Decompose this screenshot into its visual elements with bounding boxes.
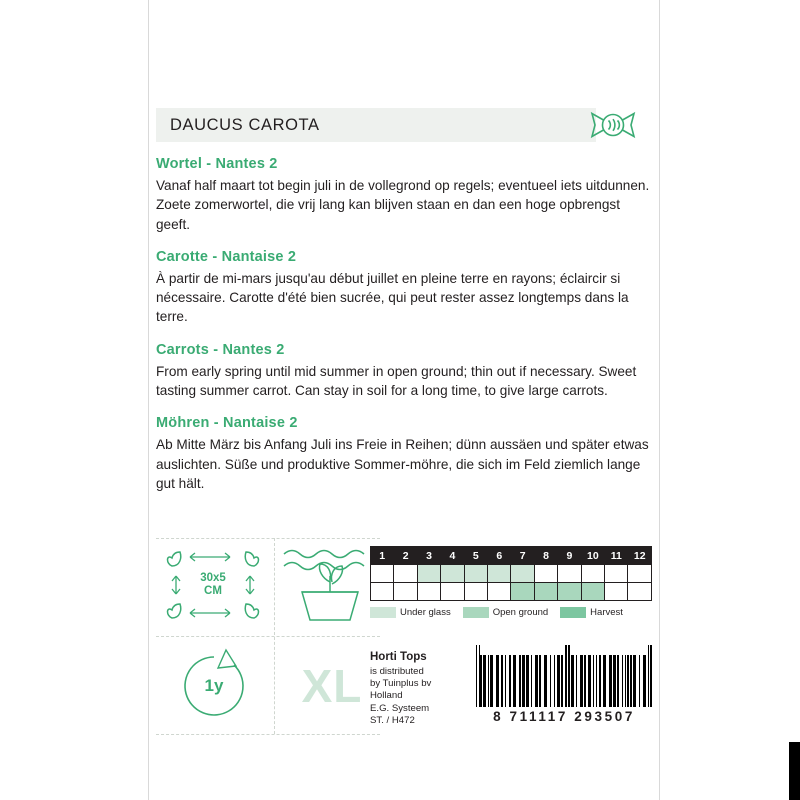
- one-year-label: 1y: [204, 676, 224, 695]
- calendar-cell: [394, 565, 417, 583]
- latin-name: DAUCUS CAROTA: [170, 115, 320, 134]
- description-block-de: [156, 415, 652, 493]
- calendar-cell: [488, 565, 511, 583]
- block-title: Wortel - Nantes 2: [156, 156, 278, 172]
- distributor-line: ST. / H472: [370, 714, 415, 726]
- month-cell: 6: [488, 547, 511, 565]
- block-title: Carrots - Nantes 2: [156, 341, 285, 358]
- description-block-nl: [156, 156, 652, 234]
- distributor-line: E.G. Systeem: [370, 702, 430, 714]
- barcode: [476, 645, 652, 724]
- block-body: Vanaf half maart tot begin juli in de vollegrond op regels; eventueel iets uitdunnen. Zoete zomerwortel, die vrij lang kan blijven staan en dan een hoge opbrengst geeft.: [156, 178, 650, 232]
- barcode-number: 8 711117 293507: [493, 709, 635, 724]
- distributor-line: Holland: [370, 690, 403, 702]
- calendar-cell: [464, 565, 487, 583]
- spacing-distance: 30x5: [200, 571, 226, 584]
- candy-icon: [586, 104, 640, 146]
- month-cell: 1: [371, 547, 394, 565]
- distributor-line: is distributed: [370, 665, 424, 677]
- calendar-cell: [371, 583, 394, 601]
- month-cell: 7: [511, 547, 534, 565]
- calendar-row-harvest: [371, 583, 652, 601]
- month-cell: 10: [581, 547, 604, 565]
- month-cell: 11: [605, 547, 628, 565]
- dash-vertical: [274, 538, 275, 734]
- legend-label: Open ground: [492, 607, 549, 618]
- calendar-table: [370, 546, 652, 601]
- block-body: Ab Mitte März bis Anfang Juli ins Freie in Reihen; dünn aussäen und später etwas auslichten. Süße und produktive Sommer-möhre, die sich im Feld ziemlich lange gut hält.: [156, 437, 649, 491]
- calendar-cell: [511, 583, 534, 601]
- distributor-info: [370, 650, 490, 727]
- spacing-unit: CM: [204, 585, 222, 597]
- month-cell: 12: [628, 547, 652, 565]
- calendar-cell: [558, 565, 581, 583]
- one-year-icon: [162, 646, 266, 726]
- calendar-row-sow: [371, 565, 652, 583]
- packet-size-icon: [284, 646, 380, 726]
- calendar-cell: [464, 583, 487, 601]
- month-cell: 4: [441, 547, 464, 565]
- legend-label: Under glass: [400, 607, 451, 618]
- legend-item-harvest: [560, 607, 623, 618]
- block-title: Möhren - Nantaise 2: [156, 415, 298, 432]
- calendar-cell: [628, 583, 652, 601]
- calendar-cell: [371, 565, 394, 583]
- calendar-cell: [394, 583, 417, 601]
- seed-tray-icon: [280, 542, 380, 628]
- month-cell: 8: [534, 547, 557, 565]
- legend-item-open-ground: [463, 607, 548, 618]
- calendar-cell: [605, 583, 628, 601]
- corner-print-mark: [789, 742, 800, 800]
- calendar-cell: [628, 565, 652, 583]
- calendar-cell: [605, 565, 628, 583]
- month-cell: 3: [417, 547, 440, 565]
- legend-swatch: [463, 607, 489, 618]
- calendar-cell: [488, 583, 511, 601]
- legend-item-under-glass: [370, 607, 451, 618]
- calendar-cell: [558, 583, 581, 601]
- calendar-cell: [441, 583, 464, 601]
- packet-size-label: XL: [301, 660, 363, 712]
- calendar-cell: [581, 583, 604, 601]
- brand-name: Horti Tops: [370, 651, 427, 663]
- plant-spacing-icon: [158, 542, 268, 628]
- distributor-line: by Tuinplus bv: [370, 677, 432, 689]
- block-title: Carotte - Nantaise 2: [156, 248, 297, 265]
- description-block-fr: [156, 249, 652, 327]
- barcode-bars: [476, 645, 652, 707]
- month-cell: 9: [558, 547, 581, 565]
- dash-bottom: [156, 734, 380, 735]
- block-body: From early spring until mid summer in open ground; thin out if necessary. Sweet tasting summer carrot. Can stay in soil for a long time, to give large carrots.: [156, 363, 637, 399]
- month-cell: 5: [464, 547, 487, 565]
- calendar-cell: [511, 565, 534, 583]
- calendar-cell: [417, 565, 440, 583]
- legend-swatch: [370, 607, 396, 618]
- calendar-cell: [417, 583, 440, 601]
- plant-spacing-label: [200, 572, 226, 598]
- calendar-legend: [370, 607, 652, 618]
- latin-name-banner: [156, 108, 596, 142]
- dash-middle: [156, 636, 380, 637]
- calendar-header-row: [371, 547, 652, 565]
- sowing-calendar: [370, 546, 652, 618]
- block-body: À partir de mi-mars jusqu'au début juillet en pleine terre en rayons; éclaircir si nécessaire. Carotte d'été bien sucrée, qui peut rester assez longtemps dans la terre.: [156, 270, 629, 325]
- legend-swatch: [560, 607, 586, 618]
- description-blocks: [156, 156, 652, 508]
- calendar-cell: [534, 565, 557, 583]
- month-cell: 2: [394, 547, 417, 565]
- description-block-en: [156, 342, 652, 401]
- legend-label: Harvest: [590, 607, 623, 618]
- dash-top: [156, 538, 380, 539]
- calendar-cell: [581, 565, 604, 583]
- calendar-cell: [441, 565, 464, 583]
- calendar-cell: [534, 583, 557, 601]
- seed-packet-back: [148, 0, 660, 800]
